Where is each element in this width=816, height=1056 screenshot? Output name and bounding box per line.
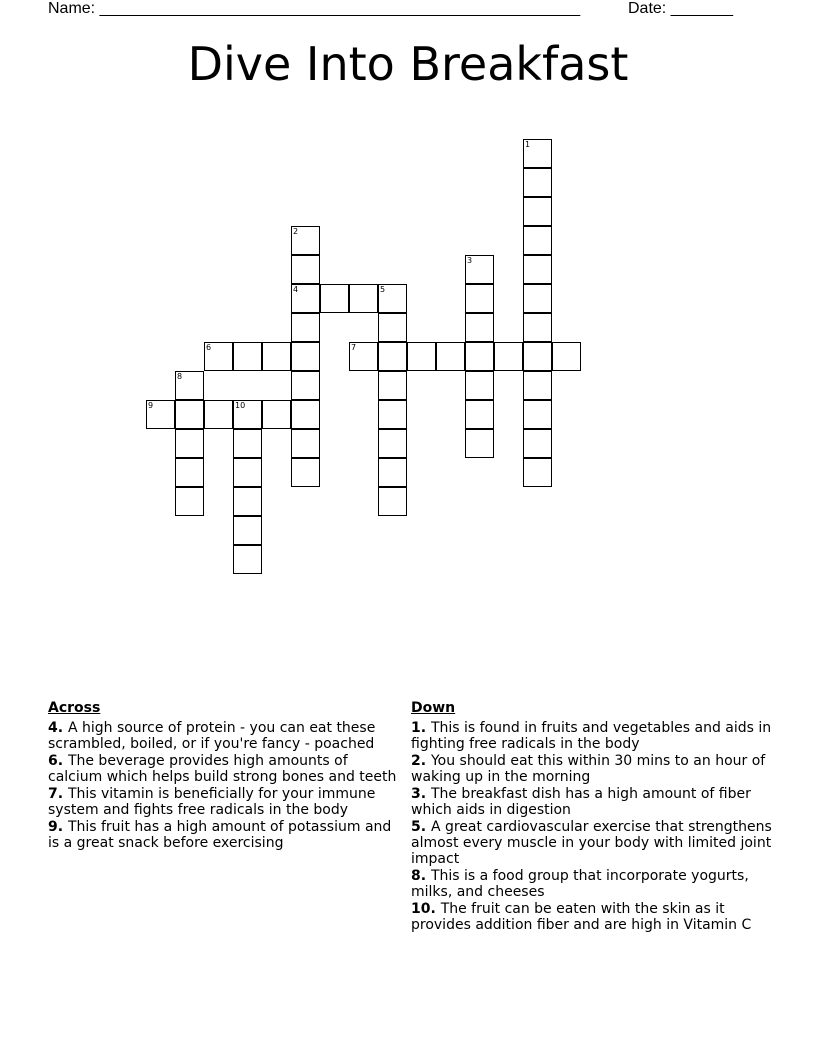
- page-title: Dive Into Breakfast: [187, 37, 629, 91]
- grid-cell[interactable]: [378, 371, 407, 400]
- grid-cell[interactable]: [465, 342, 494, 371]
- grid-cell[interactable]: [523, 197, 552, 226]
- date-field[interactable]: Date: _______: [628, 0, 733, 17]
- grid-cell[interactable]: [465, 429, 494, 458]
- grid-cell[interactable]: [262, 342, 291, 371]
- clue-text: This fruit has a high amount of potassium and is a great snack before exercising: [48, 819, 392, 851]
- grid-cell[interactable]: [320, 284, 349, 313]
- grid-cell[interactable]: [523, 168, 552, 197]
- grid-cell[interactable]: [175, 429, 204, 458]
- clue-number: 10.: [411, 901, 441, 917]
- name-field[interactable]: Name: ______________________________________________________: [48, 0, 581, 17]
- grid-cell[interactable]: [523, 226, 552, 255]
- grid-cell[interactable]: [233, 487, 262, 516]
- cell-number: 4: [293, 285, 299, 294]
- clue-number: 9.: [48, 819, 68, 835]
- clue-number: 4.: [48, 720, 68, 736]
- grid-cell[interactable]: [378, 400, 407, 429]
- grid-cell[interactable]: [349, 284, 378, 313]
- down-clue-5: [411, 819, 781, 867]
- grid-cell[interactable]: [523, 255, 552, 284]
- grid-cell[interactable]: [291, 458, 320, 487]
- clue-number: 6.: [48, 753, 68, 769]
- cell-number: 3: [467, 256, 473, 265]
- across-clue-7: [48, 786, 398, 818]
- clue-text: This is a food group that incorporate yogurts, milks, and cheeses: [411, 868, 749, 900]
- down-heading: Down: [411, 700, 456, 716]
- cell-number: 1: [525, 140, 531, 149]
- cell-number: 7: [351, 343, 357, 352]
- grid-cell[interactable]: [233, 545, 262, 574]
- grid-cell[interactable]: [465, 313, 494, 342]
- clue-number: 1.: [411, 720, 431, 736]
- down-clue-2: [411, 753, 781, 785]
- grid-cell[interactable]: [233, 342, 262, 371]
- across-clue-6: [48, 753, 398, 785]
- clue-text: A high source of protein - you can eat these scrambled, boiled, or if you're fancy - poached: [48, 720, 376, 752]
- grid-cell[interactable]: [523, 313, 552, 342]
- grid-cell[interactable]: [233, 516, 262, 545]
- grid-cell[interactable]: [175, 400, 204, 429]
- clue-text: This is found in fruits and vegetables and aids in fighting free radicals in the body: [411, 720, 772, 752]
- grid-cell[interactable]: [523, 342, 552, 371]
- down-clue-10: [411, 901, 781, 933]
- clue-text: The fruit can be eaten with the skin as it provides addition fiber and are high in Vitamin C: [411, 901, 752, 933]
- grid-cell[interactable]: [233, 429, 262, 458]
- grid-cell[interactable]: [291, 255, 320, 284]
- clue-number: 3.: [411, 786, 431, 802]
- grid-cell[interactable]: [291, 342, 320, 371]
- grid-cell[interactable]: [494, 342, 523, 371]
- grid-cell[interactable]: [291, 371, 320, 400]
- clue-text: A great cardiovascular exercise that strengthens almost every muscle in your body with limited joint impact: [411, 819, 772, 867]
- grid-cell[interactable]: [523, 284, 552, 313]
- grid-cell[interactable]: [465, 284, 494, 313]
- grid-cell[interactable]: [291, 429, 320, 458]
- grid-cell[interactable]: [233, 458, 262, 487]
- grid-cell[interactable]: [378, 429, 407, 458]
- down-clue-8: [411, 868, 781, 900]
- across-clue-4: [48, 720, 398, 752]
- grid-cell[interactable]: [523, 371, 552, 400]
- grid-cell[interactable]: [378, 313, 407, 342]
- clue-text: You should eat this within 30 mins to an hour of waking up in the morning: [411, 753, 766, 785]
- clue-number: 2.: [411, 753, 431, 769]
- grid-cell[interactable]: [407, 342, 436, 371]
- grid-cell[interactable]: [523, 458, 552, 487]
- grid-cell[interactable]: [262, 400, 291, 429]
- cell-number: 6: [206, 343, 212, 352]
- clue-text: This vitamin is beneficially for your immune system and fights free radicals in the body: [48, 786, 376, 818]
- clue-number: 5.: [411, 819, 431, 835]
- cell-number: 5: [380, 285, 386, 294]
- grid-cell[interactable]: [523, 400, 552, 429]
- grid-cell[interactable]: [378, 487, 407, 516]
- down-clues: [411, 700, 781, 934]
- clue-text: The breakfast dish has a high amount of fiber which aids in digestion: [411, 786, 751, 818]
- grid-cell[interactable]: [552, 342, 581, 371]
- grid-cell[interactable]: [465, 400, 494, 429]
- across-clue-9: [48, 819, 398, 851]
- grid-cell[interactable]: [523, 429, 552, 458]
- clue-text: The beverage provides high amounts of calcium which helps build strong bones and teeth: [48, 753, 397, 785]
- grid-cell[interactable]: [291, 400, 320, 429]
- grid-cell[interactable]: [175, 487, 204, 516]
- grid-cell[interactable]: [175, 458, 204, 487]
- grid-cell[interactable]: [378, 342, 407, 371]
- cell-number: 2: [293, 227, 299, 236]
- across-clues: [48, 700, 398, 852]
- grid-cell[interactable]: [378, 458, 407, 487]
- cell-number: 8: [177, 372, 183, 381]
- grid-cell[interactable]: [204, 400, 233, 429]
- grid-cell[interactable]: [465, 371, 494, 400]
- down-clue-3: [411, 786, 781, 818]
- grid-cell[interactable]: [291, 313, 320, 342]
- cell-number: 10: [235, 401, 246, 410]
- down-clue-1: [411, 720, 781, 752]
- cell-number: 9: [148, 401, 154, 410]
- across-heading: Across: [48, 700, 101, 716]
- clue-number: 7.: [48, 786, 68, 802]
- clue-number: 8.: [411, 868, 431, 884]
- grid-cell[interactable]: [436, 342, 465, 371]
